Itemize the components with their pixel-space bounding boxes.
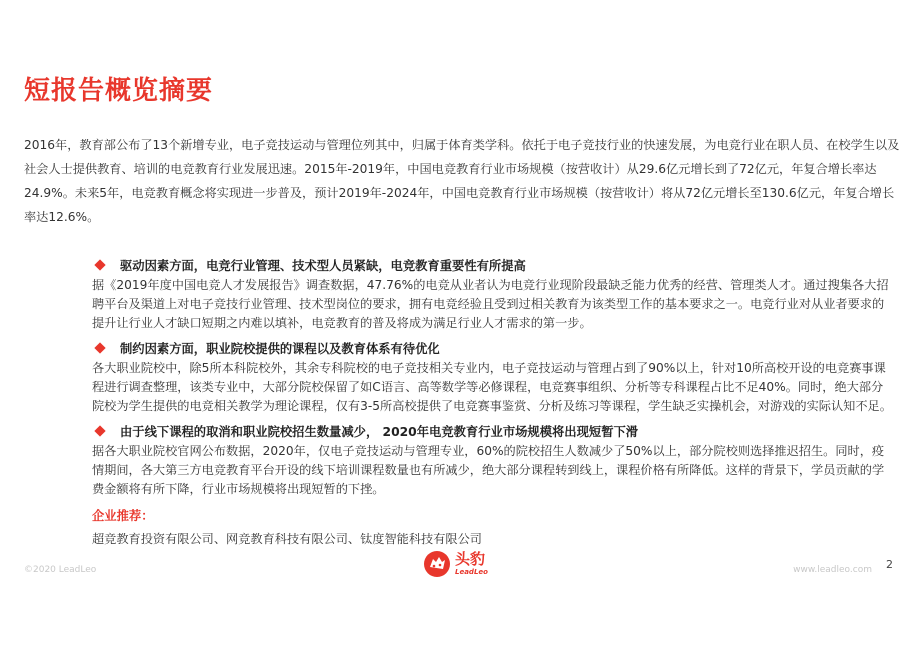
section-heading — [92, 254, 892, 276]
footer-website: www.leadleo.com — [793, 565, 872, 575]
section-drivers — [92, 254, 892, 333]
enterprise-recommendation-list: 超竞教育投资有限公司、网竞教育科技有限公司、钛度智能科技有限公司 — [92, 532, 482, 546]
page-number: 2 — [886, 558, 893, 571]
enterprise-recommendation-label: 企业推荐： — [92, 509, 154, 523]
key-points — [92, 254, 892, 549]
section-heading-text: 由于线下课程的取消和职业院校招生数量减少， 2020年电竞教育行业市场规模将出现短暂下滑 — [120, 425, 639, 439]
section-body: 据各大职业院校官网公布数据，2020年，仅电子竞技运动与管理专业，60%的院校招生人数减少了50%以上，部分院校则选择推迟招生。同时，疫情期间，各大第三方电竞教育平台开设的线下培训课程数量也有所减少，绝大部分课程转到线上，课程价格有所降低。这样的背景下，学员贡献的学费金额将有所下降，行业市场规模将出现短暂的下挫。 — [92, 444, 885, 496]
diamond-bullet-icon — [94, 342, 105, 353]
section-body: 据《2019年度中国电竞人才发展报告》调查数据，47.76%的电竞从业者认为电竞行业现阶段最缺乏能力优秀的经营、管理类人才。通过搜集各大招聘平台及渠道上对电子竞技行业管理、技术型岗位的要求，拥有电竞经验且受到过相关教育为该类型工作的基本要求之一。电竞行业对从业者要求的提升让行业人才缺口短期之内难以填补，电竞教育的普及将成为满足行业人才需求的第一步。 — [92, 278, 889, 330]
section-body: 各大职业院校中，除5所本科院校外，其余专科院校的电子竞技相关专业内，电子竞技运动与管理占到了90%以上，针对10所高校开设的电竞赛事课程进行调查整理，该类专业中，大部分院校保留了如C语言、高等数学等必修课程，电竞赛事组织、分析等专科课程占比不足40%。同时，绝大部分院校为学生提供的电竞相关教学为理论课程，仅有3-5所高校提供了电竞赛事鉴赏、分析及练习等课程，学生缺乏实操机会，对游戏的实际认知不足。 — [92, 361, 892, 413]
section-heading-text: 制约因素方面，职业院校提供的课程以及教育体系有待优化 — [120, 342, 440, 356]
diamond-bullet-icon — [94, 259, 105, 270]
logo-text-cn: 头豹 — [455, 550, 486, 568]
section-heading — [92, 337, 892, 359]
leopard-logo-icon — [422, 549, 452, 579]
leadleo-logo — [422, 548, 502, 580]
section-constraints — [92, 337, 892, 416]
diamond-bullet-icon — [94, 425, 105, 436]
intro-paragraph: 2016年，教育部公布了13个新增专业，电子竞技运动与管理位列其中，归属于体育类学科。依托于电子竞技行业的快速发展，为电竞行业在职人员、在校学生以及社会人士提供教育、培训的电竞教育行业发展迅速。2015年-2019年，中国电竞教育行业市场规模（按营收计）从29.6亿元增长到了72亿元，年复合增长率达24.9%。未来5年，电竞教育概念将实现进一步普及，预计2019年-2024年，中国电竞教育行业市场规模（按营收计）将从72亿元增长至130.6亿元，年复合增长率达12.6%。 — [24, 138, 900, 224]
section-heading-text: 驱动因素方面，电竞行业管理、技术型人员紧缺，电竞教育重要性有所提高 — [120, 259, 526, 273]
footer-copyright: ©2020 LeadLeo — [24, 565, 97, 575]
section-market-decline — [92, 420, 892, 499]
section-heading — [92, 420, 892, 442]
logo-text-en: LeadLeo — [455, 568, 488, 576]
page-title: 短报告概览摘要 — [24, 76, 214, 106]
